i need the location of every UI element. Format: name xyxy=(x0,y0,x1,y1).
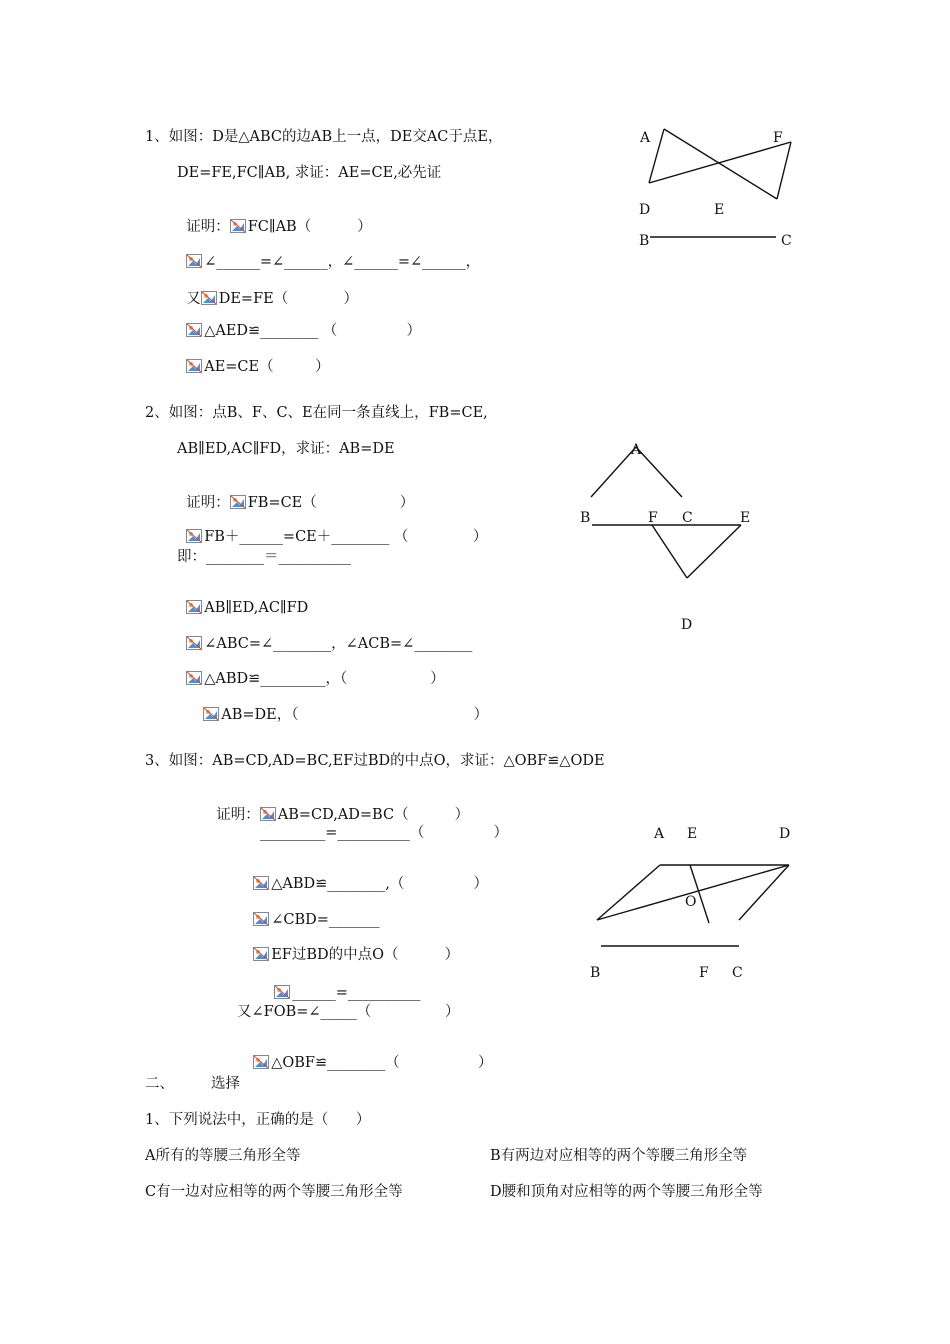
q1-line-2: DE=FE,FC∥AB, 求证：AE=CE,必先证 xyxy=(177,165,442,181)
q2-step-4: ∠ABC=∠________，∠ACB=∠________ xyxy=(204,636,473,652)
q1-label-C: C xyxy=(781,233,792,249)
q2-label-B: B xyxy=(580,510,591,526)
q2-label-E: E xyxy=(740,510,751,526)
option-a: A所有的等腰三角形全等 xyxy=(145,1148,301,1164)
q2-step-6: AB=DE，（ ） xyxy=(221,707,489,723)
q2-step-3: AB∥ED,AC∥FD xyxy=(204,600,309,616)
section-2-title: 选择 xyxy=(211,1076,240,1092)
also-label: 又 xyxy=(186,291,201,307)
q3-label-B: B xyxy=(590,965,601,981)
q3-step-1: AB=CD,AD=BC（ ） xyxy=(277,807,470,823)
q3-label-O: O xyxy=(685,894,697,910)
option-c: C有一边对应相等的两个等腰三角形全等 xyxy=(145,1184,403,1200)
q3-label-C: C xyxy=(732,965,743,981)
q3-line-3: _________=__________（ ） xyxy=(260,825,509,841)
q3-seg-AB xyxy=(597,865,660,920)
q3-step-5: ______=__________ xyxy=(292,985,421,1001)
q3-step-2: △ABD≌________,（ ） xyxy=(271,876,489,892)
proof-label: 证明： xyxy=(186,219,230,235)
q3-label-E: E xyxy=(687,826,698,842)
q2-step-2: FB＋______=CE＋________ （ ） xyxy=(204,529,488,545)
q3-step-4: EF过BD的中点O（ ） xyxy=(271,947,460,963)
q3-seg-DC xyxy=(739,865,789,920)
q1-step-3: DE=FE（ ） xyxy=(218,291,359,307)
q3-step-6: △OBF≌________（ ） xyxy=(271,1055,493,1071)
q2-line-2: AB∥ED,AC∥FD，求证：AB=DE xyxy=(177,441,395,457)
q1-label-D: D xyxy=(639,202,651,218)
q2-step-5: △ABD≌_________，（ ） xyxy=(204,671,445,687)
proof-label: 证明： xyxy=(186,495,230,511)
q3-label-A: A xyxy=(654,826,665,842)
choice-question-1: 1、下列说法中，正确的是（ ） xyxy=(145,1112,371,1128)
q3-line-8: 又∠FOB=∠_____（ ） xyxy=(237,1004,460,1020)
proof-label: 证明： xyxy=(216,807,260,823)
q2-line-5: 即：________＝__________ xyxy=(177,549,351,565)
q1-step-2: ∠______=∠______，∠______=∠______， xyxy=(204,254,481,270)
q2-line-1: 2、如图：点B、F、C、E在同一条直线上，FB=CE, xyxy=(145,405,488,421)
q2-label-A: A xyxy=(631,442,642,458)
q3-step-3: ∠CBD=_______ xyxy=(271,912,380,928)
q1-step-1: FC∥AB（ ） xyxy=(247,219,372,235)
q1-line-1: 1、如图：D是△ABC的边AB上一点，DE交AC于点E， xyxy=(145,129,503,145)
q1-label-A: A xyxy=(640,130,651,146)
q2-step-1: FB=CE（ ） xyxy=(247,495,415,511)
q1-step-4: △AED≌________ （ ） xyxy=(204,323,421,339)
q3-label-D: D xyxy=(779,826,791,842)
q2-label-C: C xyxy=(682,510,693,526)
option-d: D腰和顶角对应相等的两个等腰三角形全等 xyxy=(490,1184,763,1200)
q2-label-F: F xyxy=(648,510,658,526)
q1-label-F: F xyxy=(773,130,783,146)
q3-line-1: 3、如图：AB=CD,AD=BC,EF过BD的中点O，求证：△OBF≌△ODE xyxy=(145,753,605,769)
q1-label-E: E xyxy=(714,202,725,218)
q1-label-B: B xyxy=(639,233,650,249)
q3-label-F: F xyxy=(699,965,709,981)
q1-step-5: AE=CE（ ） xyxy=(204,359,330,375)
option-b: B有两边对应相等的两个等腰三角形全等 xyxy=(490,1148,748,1164)
q2-label-D: D xyxy=(681,617,693,633)
section-2-number: 二、 xyxy=(145,1076,174,1092)
